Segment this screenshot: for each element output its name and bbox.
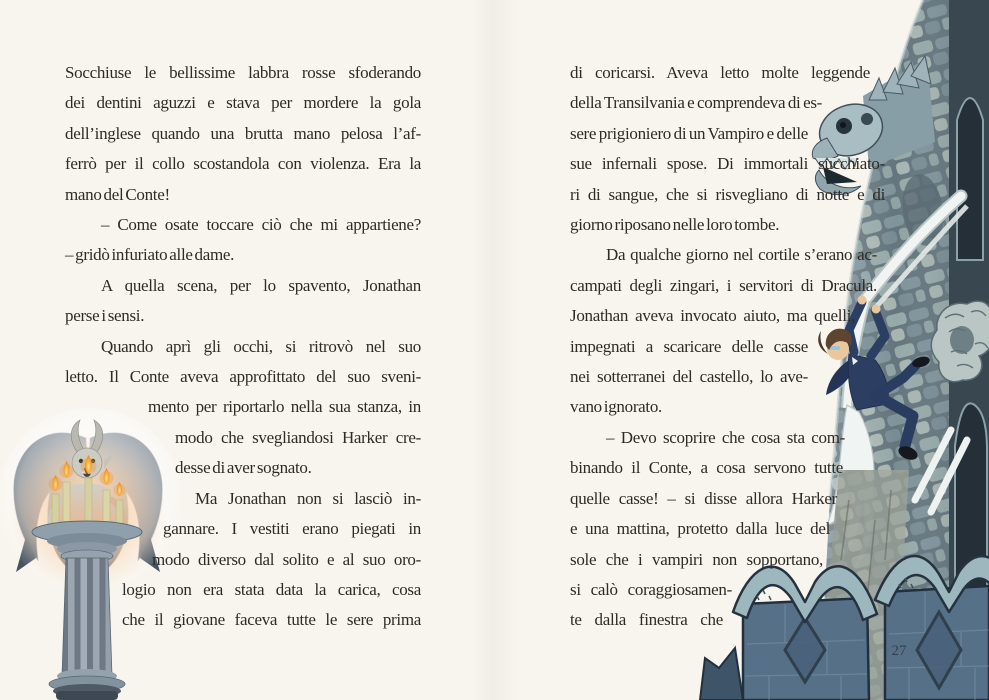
text-line: ri di sangue, che si risvegliano di notte e di [570,184,885,204]
text-line: Quando aprì gli occhi, si ritrovò nel suo [101,336,421,356]
text-line: – Come osate toccare ciò che mi appartiene? [101,215,421,235]
text-line: te dalla finestra che [570,610,723,630]
text-line: campati degli zingari, i servitori di Dracula. [570,275,877,295]
text-line: gannare. I vestiti erano piegati in [163,519,421,539]
text-line: Jonathan aveva invocato aiuto, ma quelli, [570,306,855,326]
page-number: 27 [891,643,907,659]
left-page [0,0,494,700]
text-line: sole che i vampiri non sopportano, [570,549,823,569]
text-line: nei sotterranei del castello, lo ave- [570,367,808,387]
text-line: quelle casse! – si disse allora Harker [570,488,837,508]
text-line: Da qualche giorno nel cortile s’erano ac- [606,245,877,265]
text-line: perse i sensi. [65,306,145,326]
text-line: modo diverso dal solito e al suo oro- [152,549,421,569]
text-line: giorno riposano nelle loro tombe. [570,215,780,235]
left-page-text [65,58,421,636]
text-line: mento per riportarlo nella sua stanza, in [148,397,421,417]
text-line: A quella scena, per lo spavento, Jonathan [101,275,421,295]
text-line: dei dentini aguzzi e stava per mordere la gola [65,93,421,113]
text-line: modo che svegliandosi Harker cre- [175,427,421,447]
text-line: vano ignorato. [570,397,662,417]
text-line: logio non era stata data la carica, cosa [122,579,421,599]
text-line: – Devo scoprire che cosa sta com- [606,427,845,447]
text-line: che il giovane faceva tutte le sere prima [122,610,421,630]
right-merlon [875,556,989,700]
text-line: – gridò infuriato alle dame. [65,245,235,265]
text-line: dell’inglese quando una brutta mano pelosa l’af- [65,123,421,143]
text-line: di coricarsi. Aveva letto molte leggende [570,63,870,82]
text-line: ferrò per il collo scostandola con violenza. Era la [65,154,421,174]
text-line: binando il Conte, a cosa servono tutte [570,458,843,478]
right-page [494,0,989,700]
text-line: sue infernali spose. Di immortali succhiato- [570,154,885,174]
text-line: Ma Jonathan non si lasciò in- [195,488,421,508]
text-line: si calò coraggiosamen- [570,579,732,599]
text-line: e una mattina, protetto dalla luce del [570,519,830,539]
text-line: desse di aver sognato. [175,458,312,478]
text-line: Socchiuse le bellissime labbra rosse sfoderando [65,63,421,82]
text-line: impegnati a scaricare delle casse [570,336,808,356]
text-line: letto. Il Conte aveva approfittato del suo sveni- [65,367,421,387]
right-page-text [570,58,885,636]
text-line: mano del Conte! [65,184,170,204]
text-line: sere prigioniero di un Vampiro e delle [570,123,808,143]
text-line: della Transilvania e comprendeva di es- [570,93,822,113]
